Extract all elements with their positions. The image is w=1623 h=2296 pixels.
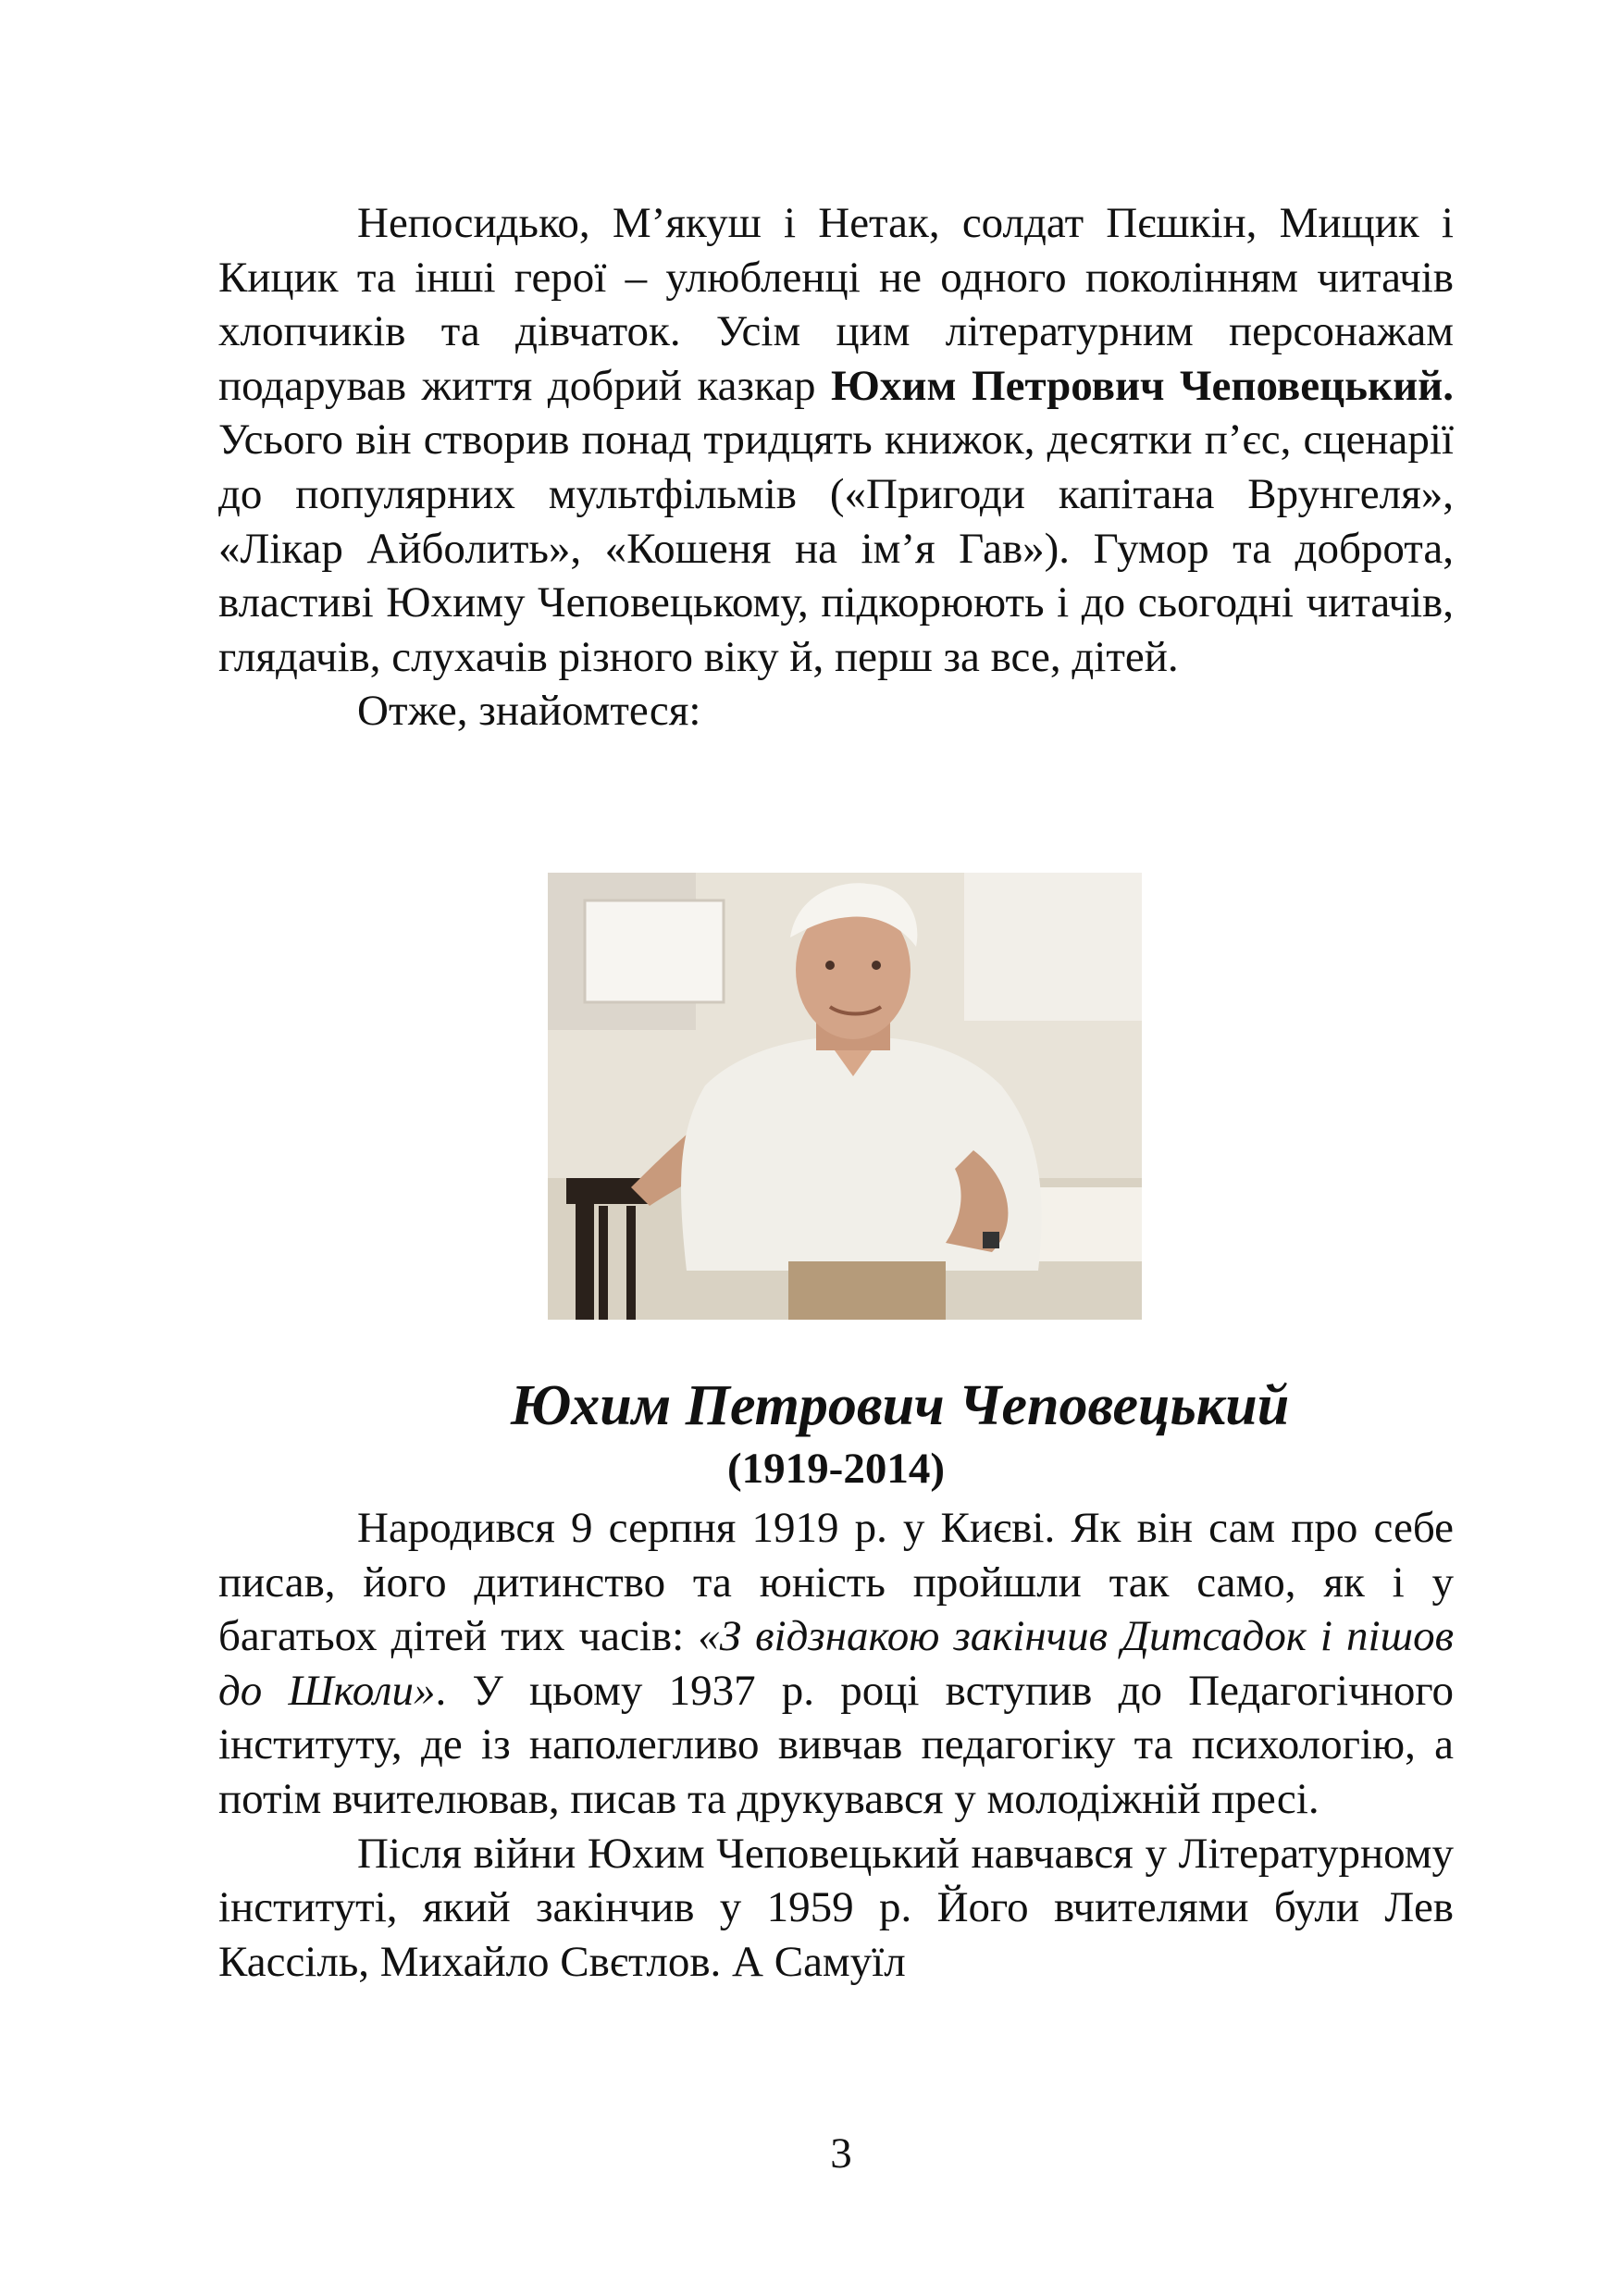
bio-quote: «З відзнакою закінчив Дитсадок і пішов до Школи» [218, 1612, 1454, 1715]
author-photo-image [548, 873, 1142, 1320]
bio-paragraph-2: Після війни Юхим Чеповецький навчався у Літературному інституті, який закінчив у 1959 р. Його вчителями були Лев Кассіль, Михайло Свєтлов. А Самуїл [218, 1829, 1454, 1986]
bio-paragraph-1 [218, 1501, 1454, 1827]
intro-paragraph-1 [218, 196, 1454, 684]
intro-paragraph-2: Отже, знайомтеся: [357, 687, 701, 736]
page-number: 3 [830, 2129, 852, 2178]
bio-paragraph-1-end: . У цьому 1937 р. році вступив до Педагогічного інституту, де із наполегливо вивчав педагогіку та психологію, а потім вчителював, писав та друкувався у молодіжній пресі. [218, 1666, 1454, 1823]
intro-paragraph-1-start: Непосидько, М’якуш і Нетак, солдат Пєшкін, Мищик і Кицик та інші герої – улюбленці не одного поколінням читачів хлопчиків та дівчаток. Усім цим літературним персонажам подарував життя добрий казкар [218, 199, 1454, 410]
bio-paragraph-1-start: Народився 9 серпня 1919 р. у Києві. Як він сам про себе писав, його дитинство та юність пройшли так само, як і у багатьох дітей тих часів: [218, 1504, 1454, 1661]
intro-paragraph-1-end: Усього він створив понад тридцять книжок, десятки п’єс, сценарії до популярних мультфільмів («Пригоди капітана Врунгеля», «Лікар Айболить», «Кошеня на ім’я Гав»). Гумор та доброта, властиві Юхиму Чеповецькому, підкорюють і до сьогодні читачів, глядачів, слухачів різного віку й, перш за все, дітей. [218, 416, 1454, 681]
biography-text [218, 1501, 1454, 1989]
author-name-heading: Юхим Петрович Чеповецький [510, 1374, 1290, 1437]
author-photo [548, 873, 1142, 1320]
author-name-bold: Юхим Петрович Чеповецький. [831, 361, 1454, 410]
author-years: (1919-2014) [727, 1445, 945, 1493]
intro-text [218, 196, 1454, 738]
